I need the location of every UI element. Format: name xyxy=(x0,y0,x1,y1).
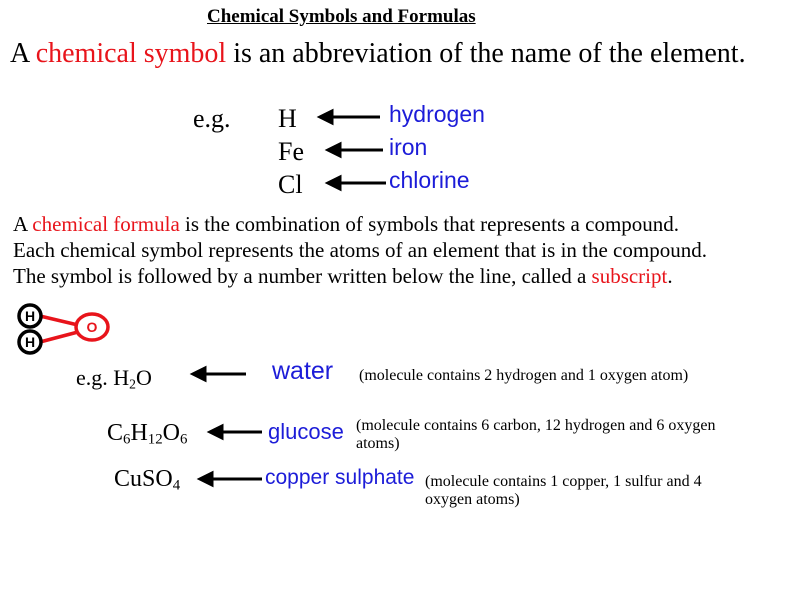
formula-subscript: 4 xyxy=(172,477,181,494)
note-water xyxy=(359,367,688,385)
arrow-glucose-head xyxy=(210,426,222,438)
name-hydrogen: hydrogen xyxy=(389,101,485,127)
formula-rest: is the combination of symbols that represents a compound. xyxy=(185,212,680,236)
term-chemical-formula: chemical formula xyxy=(32,212,180,236)
formula-subscript: 12 xyxy=(147,431,163,448)
name-water: water xyxy=(272,357,334,385)
formula-element: H xyxy=(130,420,148,446)
symbol-cl: Cl xyxy=(278,170,303,199)
formula-element: S xyxy=(142,466,156,492)
atom-label-h1: H xyxy=(24,308,36,324)
formula-element: H xyxy=(113,365,130,390)
symbol-h: H xyxy=(278,104,297,133)
note-glucose xyxy=(356,417,715,453)
eg-label: e.g. xyxy=(193,104,231,133)
term-chemical-symbol: chemical symbol xyxy=(35,38,227,69)
definition-rest: is an abbreviation of the name of the element. xyxy=(233,38,746,69)
note-copper-sulphate-line2: oxygen atoms) xyxy=(425,491,520,508)
note-copper-sulphate xyxy=(425,473,702,509)
name-chlorine: chlorine xyxy=(389,167,470,193)
line3-text: The symbol is followed by a number written below the line, called a xyxy=(13,264,587,288)
arrow-water-head xyxy=(193,368,205,380)
formula-prefix: A xyxy=(13,212,28,236)
formula-element: O xyxy=(135,365,152,390)
atom-label-h2: H xyxy=(24,334,36,350)
definition-prefix: A xyxy=(10,38,29,69)
name-iron: iron xyxy=(389,134,428,160)
formula-subscript: 2 xyxy=(129,376,136,392)
note-water-line1: (molecule contains 2 hydrogen and 1 oxygen atom) xyxy=(359,367,689,384)
term-subscript: subscript xyxy=(591,264,668,288)
formula-line-2: Each chemical symbol represents the atoms of an element that is in the compound. xyxy=(13,238,707,262)
formula-subscript: 6 xyxy=(180,431,188,448)
name-glucose: glucose xyxy=(268,419,344,444)
eg-prefix: e.g. xyxy=(76,365,108,390)
page-title: Chemical Symbols and Formulas xyxy=(207,6,476,27)
line3-end: . xyxy=(667,264,673,288)
note-glucose-line1: (molecule contains 6 carbon, 12 hydrogen and 6 oxygen xyxy=(356,417,716,434)
formula-subscript: 6 xyxy=(123,431,131,448)
note-glucose-line2: atoms) xyxy=(356,435,400,452)
note-copper-sulphate-line1: (molecule contains 1 copper, 1 sulfur and 4 xyxy=(425,473,702,490)
atom-label-o: O xyxy=(86,319,98,335)
formula-element: O xyxy=(155,466,173,492)
name-copper-sulphate: copper sulphate xyxy=(265,466,415,489)
formula-element: Cu xyxy=(114,466,143,492)
formula-element: C xyxy=(107,420,124,446)
arrow-copper-sulphate-head xyxy=(200,473,212,485)
symbol-fe: Fe xyxy=(278,137,304,166)
formula-element: O xyxy=(162,420,181,446)
